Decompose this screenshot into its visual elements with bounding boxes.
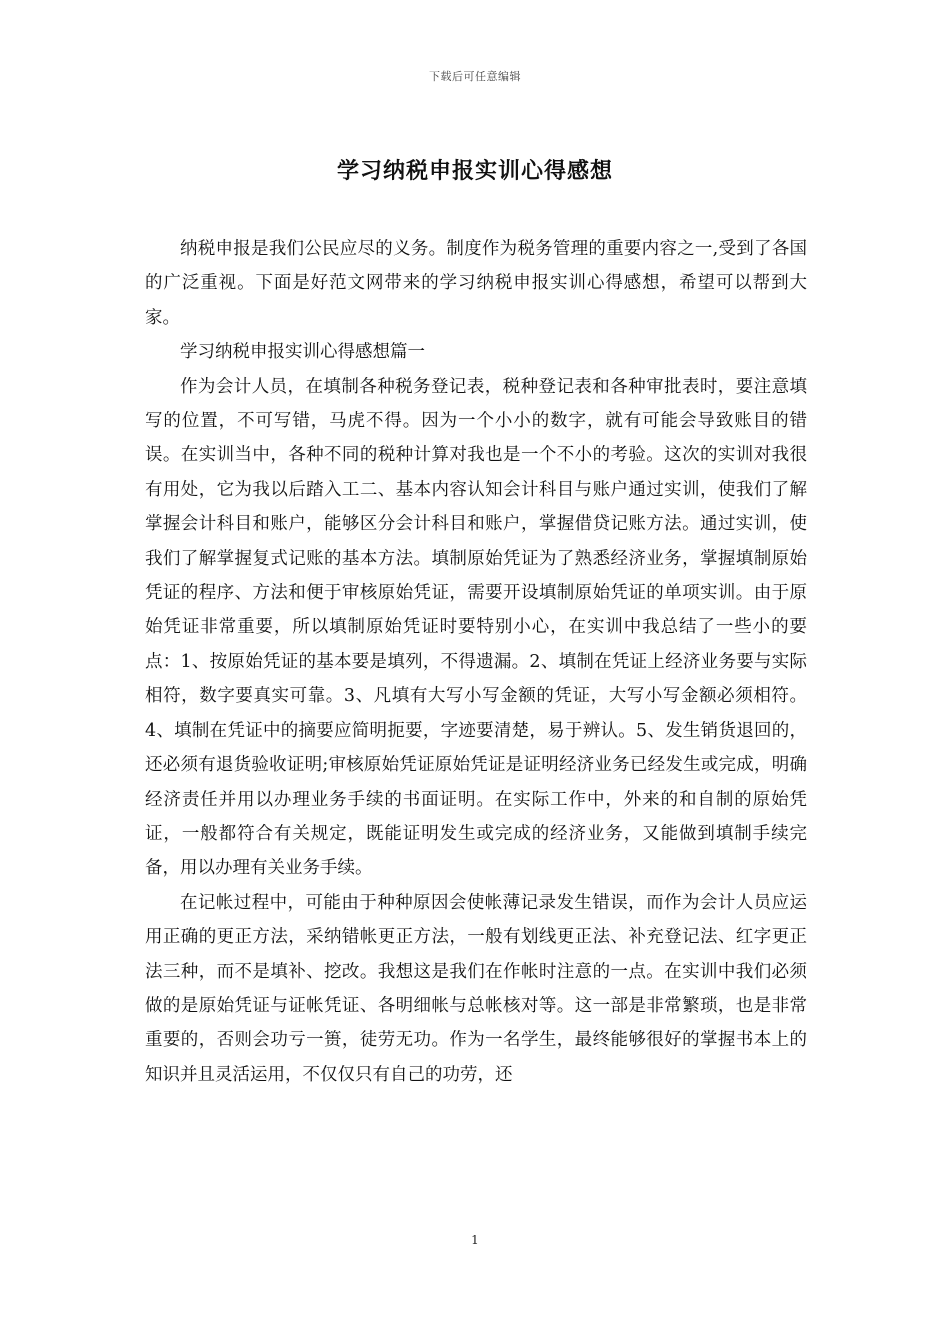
document-body	[145, 232, 807, 1092]
page-number: 1	[471, 1233, 479, 1247]
document-title: 学习纳税申报实训心得感想	[336, 158, 613, 184]
section-heading: 学习纳税申报实训心得感想篇一	[180, 342, 425, 363]
intro-paragraph: 纳税申报是我们公民应尽的义务。制度作为税务管理的重要内容之一,受到了各国的广泛重视。下面是好范文网带来的学习纳税申报实训心得感想，希望可以帮到大家。	[145, 239, 807, 328]
body-paragraph: 作为会计人员，在填制各种税务登记表，税种登记表和各种审批表时，要注意填写的位置，不可写错，马虎不得。因为一个小小的数字，就有可能会导致账目的错误。在实训当中，各种不同的税种计算对我也是一个不小的考验。这次的实训对我很有用处，它为我以后踏入工二、基本内容认知会计科目与账户通过实训，使我们了解掌握会计科目和账户，能够区分会计科目和账户，掌握借贷记账方法。通过实训，使我们了解掌握复式记账的基本方法。填制原始凭证为了熟悉经济业务，掌握填制原始凭证的程序、方法和便于审核原始凭证，需要开设填制原始凭证的单项实训。由于原始凭证非常重要，所以填制原始凭证时要特别小心，在实训中我总结了一些小的要点：1、按原始凭证的基本要是填列，不得遗漏。2、填制在凭证上经济业务要与实际相符，数字要真实可靠。3、凡填有大写小写金额的凭证，大写小写金额必须相符。4、填制在凭证中的摘要应简明扼要，字迹要清楚，易于辨认。5、发生销货退回的，还必须有退货验收证明;审核原始凭证原始凭证是证明经济业务已经发生或完成，明确经济责任并用以办理业务手续的书面证明。在实际工作中，外来的和自制的原始凭证，一般都符合有关规定，既能证明发生或完成的经济业务，又能做到填制手续完备，用以办理有关业务手续。	[145, 376, 807, 879]
header-note: 下载后可任意编辑	[429, 70, 521, 83]
body-paragraph: 在记帐过程中，可能由于种种原因会使帐薄记录发生错误，而作为会计人员应运用正确的更正方法，采纳错帐更正方法，一般有划线更正法、补充登记法、红字更正法三种，而不是填补、挖改。我想这是我们在作帐时注意的一点。在实训中我们必须做的是原始凭证与证帐凭证、各明细帐与总帐核对等。这一部是非常繁琐，也是非常重要的，否则会功亏一篑，徒劳无功。作为一名学生，最终能够很好的掌握书本上的知识并且灵活运用，不仅仅只有自己的功劳，还	[145, 892, 807, 1085]
